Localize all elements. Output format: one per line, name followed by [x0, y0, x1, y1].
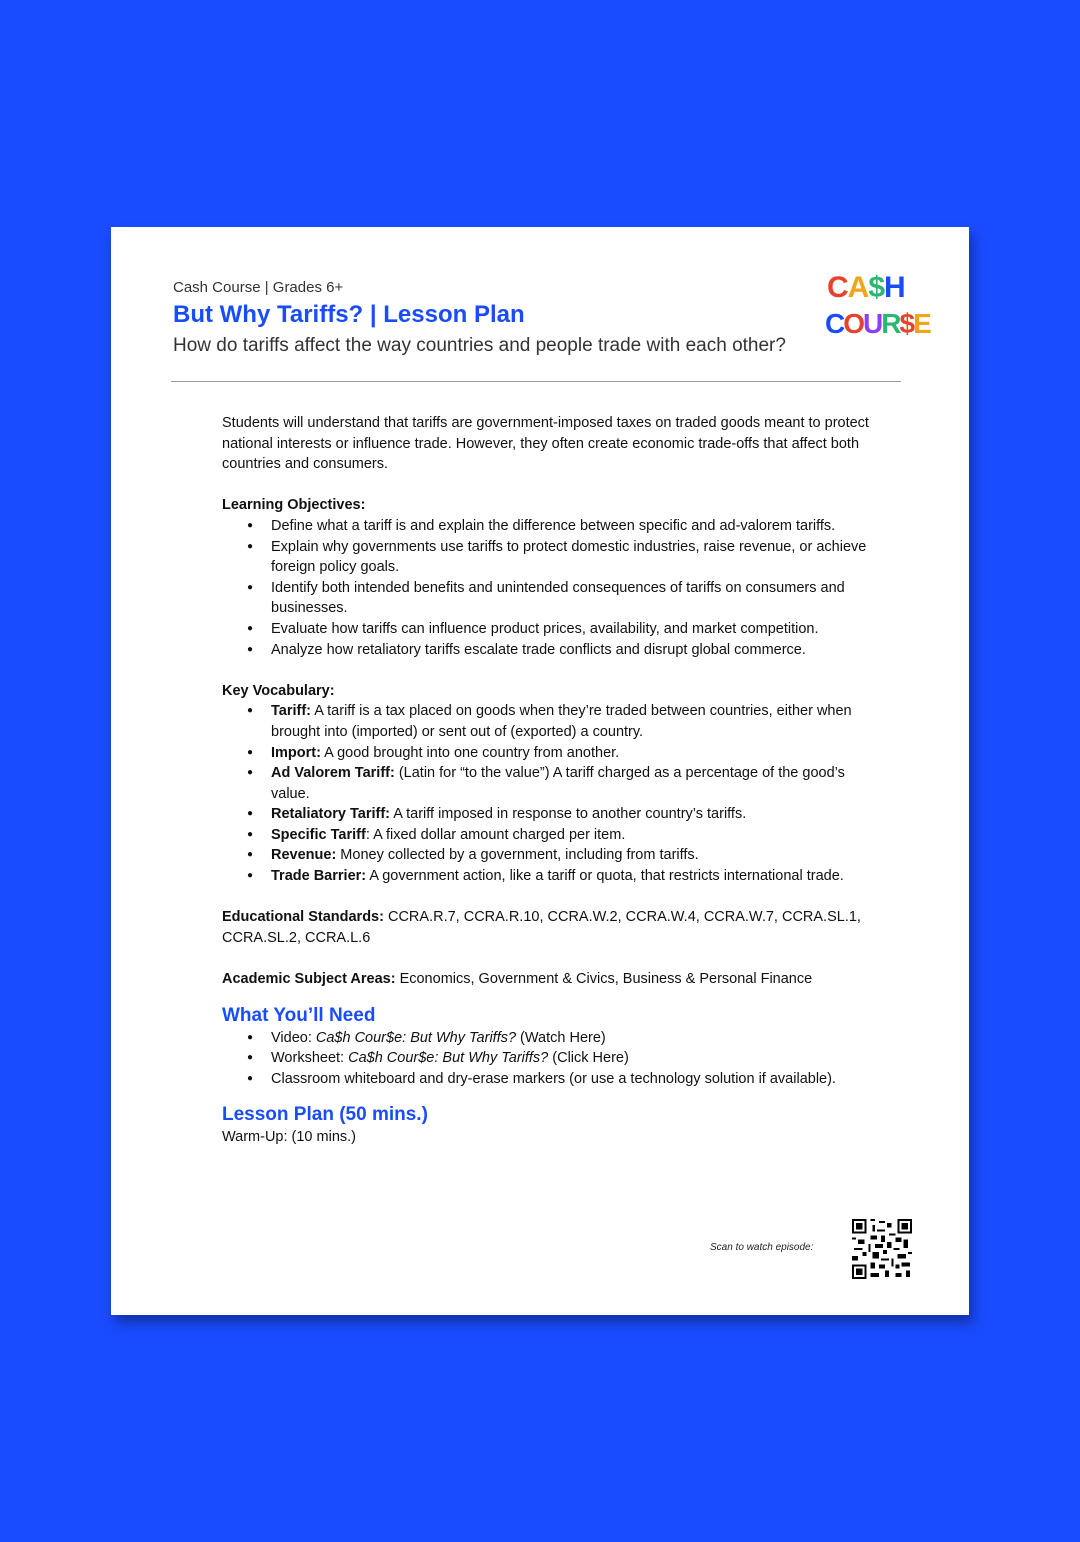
list-item: ● Analyze how retaliatory tariffs escalate trade conflicts and disrupt global commerce. — [271, 640, 872, 661]
subject-areas-value: Economics, Government & Civics, Business & Personal Finance — [395, 971, 813, 988]
vocab-term: Revenue: — [271, 847, 337, 864]
vocabulary-list — [222, 701, 872, 886]
logo-line-1: CA$H — [827, 271, 905, 304]
list-item — [271, 845, 872, 866]
list-item: ● Evaluate how tariffs can influence product prices, availability, and market competition. — [271, 619, 872, 640]
subject-areas-label: Academic Subject Areas: — [222, 971, 396, 988]
document-body — [222, 413, 872, 1148]
page-title: But Why Tariffs? | Lesson Plan — [173, 301, 525, 328]
cash-course-logo — [823, 263, 930, 343]
standards — [222, 907, 872, 948]
standards-label: Educational Standards: — [222, 909, 384, 926]
vocab-term: Tariff: — [271, 703, 312, 720]
vocab-definition: Money collected by a government, including from tariffs. — [336, 847, 699, 864]
list-item — [271, 763, 872, 804]
vocab-definition: A government action, like a tariff or quota, that restricts international trade. — [366, 868, 844, 885]
vocab-definition: A tariff is a tax placed on goods when they’re traded between countries, either when brought into (imported) or sent out of (exported) a country. — [271, 703, 852, 740]
vocab-term: Trade Barrier: — [271, 868, 367, 885]
standards-value: CCRA.R.7, CCRA.R.10, CCRA.W.2, CCRA.W.4, CCRA.W.7, CCRA.SL.1, CCRA.SL.2, CCRA.L.6 — [222, 909, 861, 946]
material-prefix: Classroom whiteboard and dry-erase markers (or use a technology solution if available). — [271, 1070, 836, 1087]
list-item[interactable] — [271, 1028, 872, 1049]
vocabulary-label: Key Vocabulary: — [222, 682, 335, 699]
intro-paragraph: Students will understand that tariffs are government-imposed taxes on traded goods meant to protect national interests or influence trade. However, they often create economic trade-offs that affect both countries and consumers. — [222, 415, 869, 473]
list-item — [271, 825, 872, 846]
vocab-definition: A good brought into one country from another. — [320, 744, 620, 761]
list-item — [271, 743, 872, 764]
material-prefix: Video: — [271, 1029, 316, 1046]
watch-link[interactable]: (Watch Here) — [516, 1029, 606, 1046]
material-title: Ca$h Cour$e: But Why Tariffs? — [315, 1029, 517, 1046]
vocab-term: Ad Valorem Tariff: — [271, 765, 395, 782]
lesson-plan-heading: Lesson Plan (50 mins.) — [222, 1104, 428, 1126]
logo-line-2: COUR$E — [825, 308, 930, 339]
document-header — [173, 279, 786, 358]
qr-code-icon[interactable] — [852, 1219, 912, 1279]
list-item — [271, 866, 872, 887]
what-youll-need-heading: What You’ll Need — [222, 1004, 376, 1026]
page-subtitle: How do tariffs affect the way countries and people trade with each other? — [173, 335, 786, 356]
list-item: ● Define what a tariff is and explain the difference between specific and ad-valorem tariffs. — [271, 516, 872, 537]
objectives-label: Learning Objectives: — [222, 497, 366, 514]
scan-caption: Scan to watch episode: — [710, 1242, 814, 1253]
list-item — [271, 701, 872, 742]
eyebrow: Cash Course | Grades 6+ — [173, 279, 344, 296]
list-item — [271, 804, 872, 825]
vocab-definition: (Latin for “to the value”) A tariff charged as a percentage of the good’s value. — [271, 765, 845, 802]
vocab-term: Import: — [271, 744, 321, 761]
click-link[interactable]: (Click Here) — [548, 1050, 629, 1067]
vocab-term: Retaliatory Tariff: — [271, 806, 390, 823]
objectives-list — [222, 516, 872, 660]
lesson-plan-page — [111, 227, 969, 1315]
list-item: ● Identify both intended benefits and unintended consequences of tariffs on consumers and businesses. — [271, 578, 872, 619]
vocab-definition: : A fixed dollar amount charged per item. — [365, 826, 626, 843]
warm-up: Warm-Up: (10 mins.) — [222, 1129, 356, 1146]
vocab-definition: A tariff imposed in response to another country’s tariffs. — [389, 806, 747, 823]
list-item: ● Explain why governments use tariffs to protect domestic industries, raise revenue, or achieve foreign policy goals. — [271, 537, 872, 578]
header-divider — [171, 381, 901, 382]
subject-areas — [222, 969, 872, 990]
list-item[interactable] — [271, 1048, 872, 1069]
vocab-term: Specific Tariff — [271, 826, 366, 843]
material-prefix: Worksheet: — [271, 1050, 349, 1067]
materials-list — [222, 1028, 872, 1090]
material-title: Ca$h Cour$e: But Why Tariffs? — [348, 1050, 549, 1067]
list-item — [271, 1069, 872, 1090]
